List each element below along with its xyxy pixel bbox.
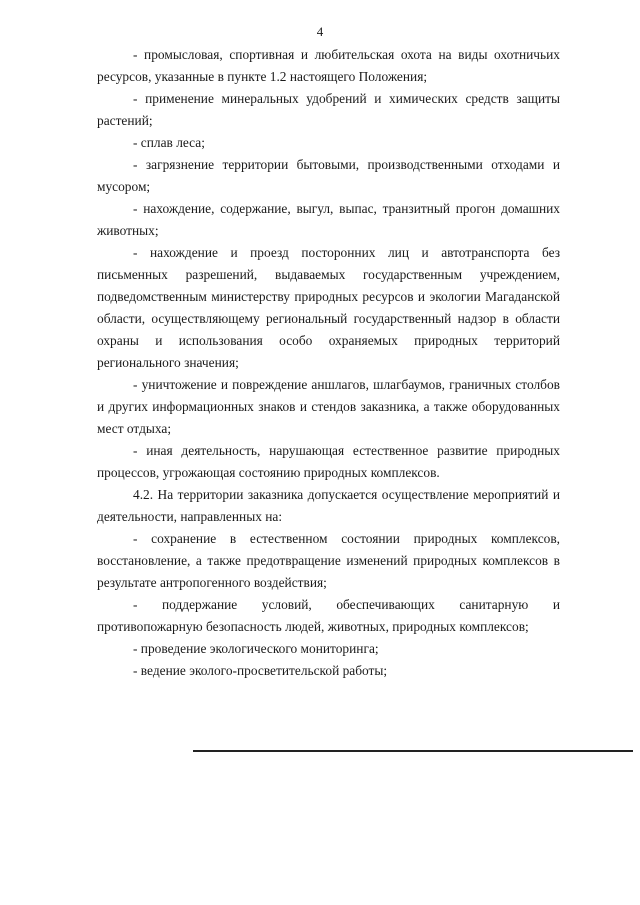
page-number: 4 [316, 24, 324, 39]
list-item-unauthorized-access: - нахождение и проезд посторонних лиц и автотранспорта без письменных разрешений, выдаваемых государственным учреждением, подведомственным министерству природных ресурсов и экологии Магаданской области, осуществляющему региональный государственный надзор в области охраны и использования особо охраняемых природных территорий регионального значения; [97, 245, 560, 370]
list-item-other-activity: - иная деятельность, нарушающая естественное развитие природных процессов, угрожающая состоянию природных комплексов. [97, 443, 560, 480]
list-item-sign-damage: - уничтожение и повреждение аншлагов, шлагбаумов, граничных столбов и других информационных знаков и стендов заказника, а также оборудованных мест отдыха; [97, 377, 560, 436]
footer-divider [193, 750, 633, 752]
section-4-2-intro: 4.2. На территории заказника допускается осуществление мероприятий и деятельности, направленных на: [97, 487, 560, 524]
list-item-conservation: - сохранение в естественном состоянии природных комплексов, восстановление, а также предотвращение изменений природных комплексов в результате антропогенного воздействия; [97, 531, 560, 590]
list-item-hunting: - промысловая, спортивная и любительская охота на виды охотничьих ресурсов, указанные в пункте 1.2 настоящего Положения; [97, 47, 560, 84]
list-item-pollution: - загрязнение территории бытовыми, производственными отходами и мусором; [97, 157, 560, 194]
list-item-monitoring: - проведение экологического мониторинга; [133, 641, 379, 656]
list-item-timber-rafting: - сплав леса; [133, 135, 205, 150]
list-item-safety: - поддержание условий, обеспечивающих санитарную и противопожарную безопасность людей, животных, природных комплексов; [97, 597, 560, 634]
document-body [97, 44, 560, 682]
list-item-education: - ведение эколого-просветительской работы; [133, 663, 388, 678]
list-item-domestic-animals: - нахождение, содержание, выгул, выпас, транзитный прогон домашних животных; [97, 201, 560, 238]
list-item-fertilizers: - применение минеральных удобрений и химических средств защиты растений; [97, 91, 560, 128]
